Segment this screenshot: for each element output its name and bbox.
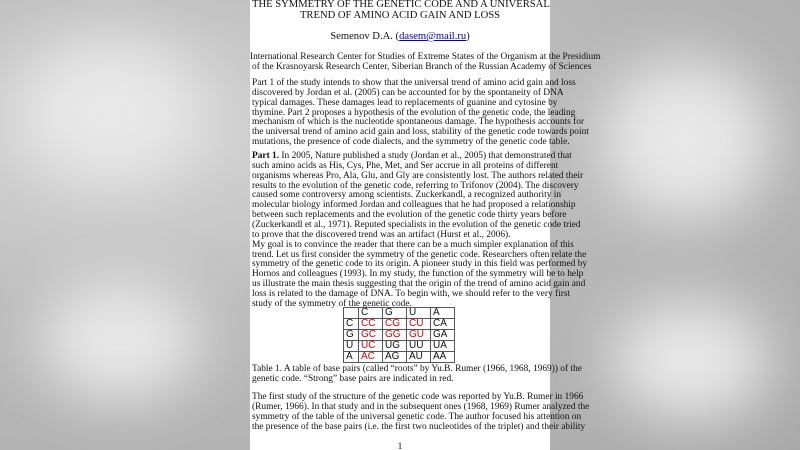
- para2-line: the presence of the base pairs (i.e. the first two nucleotides of the triplet) and their ability: [252, 421, 586, 432]
- part1-line: Hornos and colleagues (1993). In my study, the function of the symmetry will be to help: [252, 269, 584, 280]
- table-cell: C: [344, 319, 359, 330]
- part1-line: molecular biology informed Jordan and colleagues that he had proposed a relationship: [252, 200, 576, 211]
- table-cell: GU: [407, 330, 431, 341]
- abstract-line: thymine. Part 2 proposes a hypothesis of the evolution of the genetic code, the leading: [252, 107, 576, 118]
- abstract-line: mechanism of which is the nucleotide spontaneous damage. The hypothesis accounts for: [252, 117, 585, 128]
- abstract-line: typical damages. These damages lead to replacements of guanine and cytosine by: [252, 97, 558, 108]
- table-row: [344, 341, 455, 352]
- doc-title-line-1: THE SYMMETRY OF THE GENETIC CODE AND A UNIVERSAL: [252, 0, 550, 10]
- part1-label: Part 1.: [252, 151, 280, 161]
- table-cell: AA: [431, 352, 455, 363]
- author-close: ): [466, 31, 470, 42]
- table-cell: G: [344, 330, 359, 341]
- table-cell: U: [344, 341, 359, 352]
- table-cell: AU: [407, 352, 431, 363]
- table-cell: GC: [359, 330, 383, 341]
- table-cell: GG: [383, 330, 407, 341]
- table-cell: UU: [407, 341, 431, 352]
- table-cell: AG: [383, 352, 407, 363]
- table-cell: UG: [383, 341, 407, 352]
- affiliation-line-2: of the Krasnoyarsk Research Center, Siberian Branch of the Russian Academy of Sciences: [252, 62, 592, 72]
- table-cell: AC: [359, 352, 383, 363]
- table-cell: CC: [359, 319, 383, 330]
- affiliation-line-1: International Research Center for Studies of Extreme States of the Organism at the Presidium: [250, 52, 601, 62]
- abstract-line: mutations, the presence of code dialects, and the symmetry of the genetic code table.: [252, 137, 570, 148]
- part1-line: loss is related to the damage of DNA. To begin with, we should refer to the very first: [252, 288, 571, 299]
- part1-line: symmetry of the genetic code to its origin. A pioneer study in this field was performed by: [252, 259, 588, 270]
- page-number: 1: [397, 442, 403, 450]
- abstract-line: the universal trend of amino acid gain and loss, stability of the genetic code towards point: [252, 127, 589, 138]
- table-row: [344, 352, 455, 363]
- caption-line: genetic code. “Strong” base pairs are indicated in red.: [252, 373, 454, 384]
- table-cell: CG: [383, 319, 407, 330]
- part1-line: trend. Let us first consider the symmetry of the genetic code. Researchers often relate the: [252, 249, 587, 260]
- part1-line: us illustrate the main thesis suggesting that the origin of the trend of amino acid gain and: [252, 279, 586, 290]
- author-email-link[interactable]: dasem@mail.ru: [399, 31, 467, 42]
- para2-line: (Rumer, 1966). In that study and in the subsequent ones (1968, 1969) Rumer analyzed the: [252, 401, 590, 412]
- part1-line: to prove that the discovered trend was an artifact (Hurst et al., 2006).: [252, 229, 511, 240]
- table-cell: CA: [431, 319, 455, 330]
- abstract-line: discovered by Jordan et al. (2005) can be accounted for by the spontaneity of DNA: [252, 87, 564, 98]
- table-cell: UC: [359, 341, 383, 352]
- caption-line: Table 1. A table of base pairs (called “roots” by Yu.B. Rumer (1966, 1968, 1969)) of the: [252, 364, 582, 374]
- table-cell: [344, 308, 359, 319]
- table-cell: U: [407, 308, 431, 319]
- part1-line: organisms whereas Pro, Ala, Glu, and Gly are consistently lost. The authors related their: [252, 170, 584, 181]
- doc-title-line-2: TREND OF AMINO ACID GAIN AND LOSS: [299, 10, 501, 21]
- table-cell: A: [344, 352, 359, 363]
- part1-line: such amino acids as His, Cys, Phe, Met, and Ser accrue in all proteins of different: [252, 160, 559, 171]
- table-row: [344, 308, 455, 319]
- author-name: Semenov D.A. (: [330, 31, 400, 42]
- table-cell: G: [383, 308, 407, 319]
- para2-line: symmetry of the table of the universal genetic code. The author focused his attention on: [252, 411, 582, 422]
- part1-line: between such replacements and the evolution of the genetic code thirty years before: [252, 210, 567, 221]
- table-row: [344, 330, 455, 341]
- part1-line: results to the evolution of the genetic code, referring to Trifonov (2004). The discovery: [252, 180, 579, 191]
- table-cell: GA: [431, 330, 455, 341]
- table-cell: C: [359, 308, 383, 319]
- document-page: [250, 0, 601, 450]
- table-cell: UA: [431, 341, 455, 352]
- part1-line: study of the symmetry of the genetic code.: [252, 298, 412, 309]
- table-cell: CU: [407, 319, 431, 330]
- part1-line: (Zuckerkandl et al., 1971). Reputed specialists in the evolution of the genetic code tried: [252, 219, 581, 230]
- base-pairs-table: [343, 307, 455, 363]
- abstract-line: Part 1 of the study intends to show that the universal trend of amino acid gain and loss: [252, 78, 576, 88]
- para2-line: The first study of the structure of the genetic code was reported by Yu.B. Rumer in 1966: [252, 392, 584, 402]
- part1-line: caused some controversy among scientists. Zuckerkandl, a recognized authority in: [252, 190, 562, 201]
- author-line: [252, 32, 548, 42]
- table-cell: A: [431, 308, 455, 319]
- table-row: [344, 319, 455, 330]
- part1-line: My goal is to convince the reader that there can be a much simpler explanation of this: [252, 239, 574, 250]
- part1-text: In 2005, Nature published a study (Jordan et al., 2005) that demonstrated that: [279, 151, 572, 161]
- part1-line: [252, 151, 572, 161]
